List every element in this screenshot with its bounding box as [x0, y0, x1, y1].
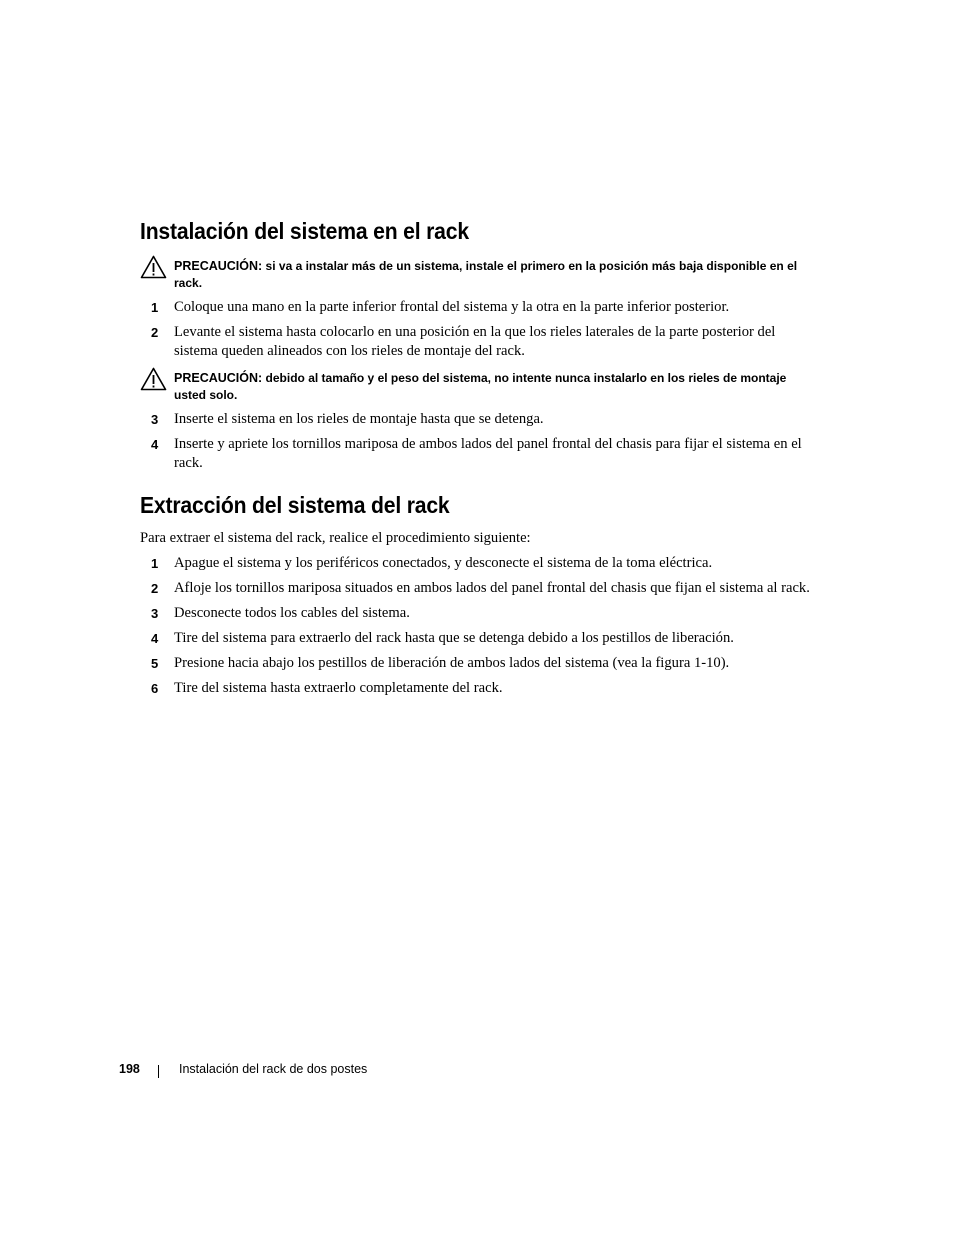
step-text: Tire del sistema hasta extraerlo completamente del rack. — [174, 680, 503, 696]
page-number: 198 — [119, 1062, 140, 1076]
caution-text — [174, 258, 800, 292]
step-number: 4 — [151, 631, 159, 646]
footer-separator — [158, 1065, 159, 1078]
step-text: Afloje los tornillos mariposa situados en ambos lados del panel frontal del chasis que fijan el sistema al rack. — [174, 580, 810, 596]
step-text: Inserte y apriete los tornillos mariposa de ambos lados del panel frontal del chasis para fijar el sistema en el rack. — [174, 436, 802, 471]
removal-intro: Para extraer el sistema del rack, realice el procedimiento siguiente: — [140, 530, 531, 546]
caution-label: PRECAUCIÓN: — [174, 259, 263, 273]
list-item — [140, 629, 820, 648]
section-title-installation: Instalación del sistema en el rack — [140, 218, 469, 244]
caution-text — [174, 370, 800, 404]
step-number: 3 — [151, 606, 159, 621]
list-item — [140, 298, 820, 317]
step-text: Presione hacia abajo los pestillos de liberación de ambos lados del sistema (vea la figura 1-10). — [174, 655, 730, 671]
install-steps-list-continued — [140, 410, 820, 473]
list-item — [140, 654, 820, 673]
page-footer — [119, 1062, 619, 1080]
list-item — [140, 679, 820, 698]
list-item — [140, 323, 820, 361]
list-item — [140, 435, 820, 473]
step-text: Coloque una mano en la parte inferior frontal del sistema y la otra en la parte inferior posterior. — [174, 299, 730, 315]
caution-body: si va a instalar más de un sistema, instale el primero en la posición más baja disponible en el rack. — [174, 259, 798, 290]
step-number: 4 — [151, 437, 159, 452]
step-text: Levante el sistema hasta colocarlo en una posición en la que los rieles laterales de la parte posterior del sistema queden alineados con los rieles de montaje del rack. — [174, 324, 776, 359]
step-number: 2 — [151, 325, 159, 340]
list-item — [140, 604, 820, 623]
step-number: 2 — [151, 581, 159, 596]
caution-note — [140, 370, 800, 404]
step-text: Desconecte todos los cables del sistema. — [174, 605, 410, 621]
caution-label: PRECAUCIÓN: — [174, 371, 263, 385]
warning-triangle-icon — [140, 367, 167, 391]
warning-triangle-icon — [140, 255, 167, 279]
step-number: 1 — [151, 556, 159, 571]
step-text: Tire del sistema para extraerlo del rack hasta que se detenga debido a los pestillos de liberación. — [174, 630, 734, 646]
step-text: Apague el sistema y los periféricos conectados, y desconecte el sistema de la toma eléctrica. — [174, 555, 713, 571]
removal-steps-list — [140, 554, 820, 698]
step-number: 5 — [151, 656, 159, 671]
list-item — [140, 579, 820, 598]
section-title-removal: Extracción del sistema del rack — [140, 492, 450, 518]
running-title: Instalación del rack de dos postes — [179, 1062, 368, 1076]
caution-body: debido al tamaño y el peso del sistema, no intente nunca instalarlo en los rieles de montaje usted solo. — [174, 371, 787, 402]
step-text: Inserte el sistema en los rieles de montaje hasta que se detenga. — [174, 411, 544, 427]
install-steps-list — [140, 298, 820, 361]
list-item — [140, 410, 820, 429]
step-number: 3 — [151, 412, 159, 427]
list-item — [140, 554, 820, 573]
caution-note — [140, 258, 800, 292]
step-number: 1 — [151, 300, 159, 315]
step-number: 6 — [151, 681, 159, 696]
